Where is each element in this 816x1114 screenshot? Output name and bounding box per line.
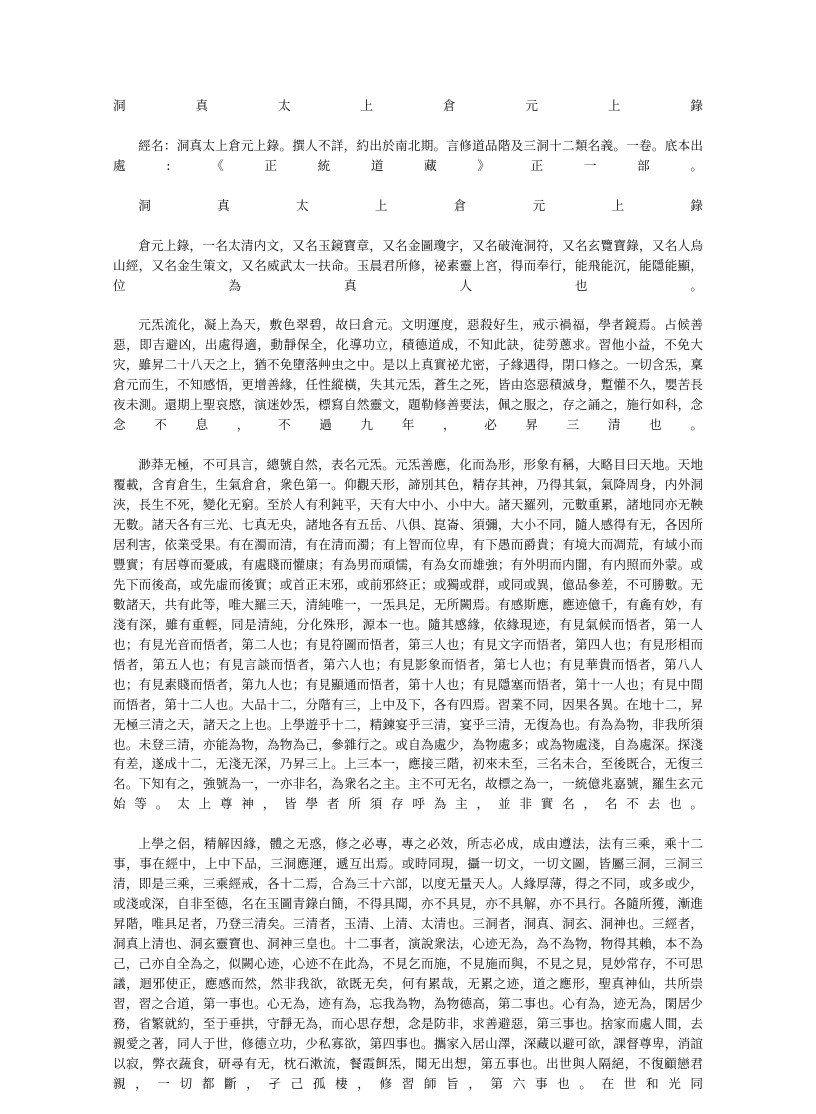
- body-paragraph-3: 渺莽无極，不可具言，總號自然，表名元炁。元炁善應，化而為形，形象有稱，大略目曰天地。天地覆載，含育倉生，生氣倉倉，衆色第一。仰觀天形，諦別其色，精存其神，乃得其氣，氣降周身，内外洞浹，長生不死，變化无窮。至於人有利鈍平，天有大中小、小中大。諸天羅列，元數重累，諸地同亦无鞅无數。諸天各有三光、七真无央，諸地各有五岳、八俱、崑崙、須彌，大小不同，隨人感得有无，各因所居利害，依業受果。有在濁而清，有在清而濁；有上智而位卑，有下愚而爵貴；有境大而凋荒，有域小而豐實；有居尊而憂戚，有處賤而懽康；有為男而頑懦，有為女而雄強；有外明而内闇，有内照而外蒙。或先下而後高，或先虛而後實；或首正末邪，或前邪終正；或獨或群，或同或異，億品參差，不可勝數。无數諸天，共有此等，唯大羅三天，清純唯一，一炁具足，无所闕焉。有感斯應，應迹億千，有麁有妙，有淺有深，雖有重輕，同是清純，分化殊形，源本一也。隨其感緣，依緣現迹，有見氣候而悟者，第一人也；有見光音而悟者，第二人也；有見符圖而悟者，第三人也；有見文字而悟者，第四人也；有見形相而悟者，第五人也；有見言談而悟者，第六人也；有見影象而悟者，第七人也；有見華貴而悟者，第八人也；有見素賤而悟者，第九人也；有見顯通而悟者，第十人也；有見隱塞而悟者，第十一人也；有見中間而悟者，第十二人也。大品十二，分階有三，上中及下，各有四焉。習業不同，因果各異。在地十二，昇无極三清之天，諸天之上也。上學遊乎十二，精鍊宴乎三清，宴乎三清，无復為也。有為為物，非我所須也。未登三清，亦能為物，為物為己，參雜行之。或自為處少，為物處多；或為物處淺，自為處深。探淺有差，遂成十二，无淺无深，乃昇三上。上三本一，應接三階，初來未至，三名未合，至後既合，无復三名。下知有之，強號為一，一亦非名，為衆名之主。主不可无名，故標之為一，一統億兆嘉號，羅生玄元始等。太上尊神，皆學者所須存呼為主，並非實名，名不去也。: [113, 457, 703, 812]
- document-heading: 洞真太上倉元上錄: [113, 98, 703, 113]
- document-subheading: 洞真太上倉元上錄: [138, 197, 703, 213]
- body-paragraph-1: 倉元上錄，一名太清内文，又名玉鏡寶章，又名金圖瓊字，又名破淹洞符，又名玄覽寶錄，又名人烏山經，又名金生策文，又名威武太一扶命。玉晨君所修，祕素靈上宮，得而奉行，能飛能沉，能隱能顯，位為真人也。: [113, 237, 703, 293]
- body-paragraph-2: 元炁流化，凝上為天，敷色翠碧，故曰倉元。文明運度，惡殺好生，戒示禍福，學者鏡焉。占候善惡，即吉避凶，出處得適，動靜保全，化導功立，積德道成，不知此訣，徒勞蔥求。習他小益，不免大灾，雖昇二十八天之上，猶不免墮落艸虫之中。是以上真實祕尤密，子緣遇得，閉口修之。一切含炁，稟倉元而生，不知感悟，更增善緣，任性縱橫，失其元炁，蒼生之死，皆由恣惡積滅身，蹔懽不久，嬰苦長夜未測。還期上聖哀愍，演迷妙炁，標寫自然靈文，題勒修善要法，佩之服之，存之誦之，施行如科，念念不息，不過九年，必昇三清也。: [113, 317, 703, 433]
- document-body: [113, 96, 703, 1114]
- body-paragraph-4: 上學之侶，精解因緣，體之无惑，修之必專，專之必效，所志必成，成由遵法，法有三乘，乘十二事，事在經中，上中下品，三洞應運，遞互出焉。或時同現，攝一切文，一切文圖，皆屬三洞，三洞三清，即是三乘，三乘經戒，各十二焉，合為三十六部，以度无量天人。人緣厚薄，得之不同，或多或少，或淺或深，自非至德，名在玉圖青錄白簡，不得具聞，亦不具見，亦不具解，亦不具行。各隨所獲，漸進昇階，唯具足者，乃登三清矣。三清者，玉清、上清、太清也。三洞者，洞真、洞玄、洞神也。三經者，洞真上清也、洞玄靈寶也、洞神三皇也。十二事者，演說衆法，心迹无為，為不為物，物得其賴，本不為己，己亦自全為之，似闕心迹，心迹不在此為，不見乞而施，不見施而與，不見之見，見妙常存，不可思議，迴邪使正，應感而然，然非我欲，欲既无矣，何有累哉，无累之迹，道之應形，聖真神仙，共所崇習，習之合道，第一事也。心无為，迹有為，忘我為物，為物德高，第二事也。心有為，迹无為，閑居少務，省繁就約，至于垂拱，守靜无為，而心思存想，念是防非，求善避惡，第三事也。捨家而處人間，去親愛之著，同人于世，修德立功，少私寡欲，第四事也。攜家入居山澤，深藏以避可欲，課督尊卑，消誼以寂，弊衣蔬食，研尋有无，枕石漱流，餐霞餌炁，聞无出想，第五事也。出世與人隔絕，不復顧戀君親，一切都斷，孑己孤棲，修習師旨，第六事也。在世和光同: [113, 836, 703, 1091]
- colophon-paragraph: 經名：洞真太上倉元上錄。撰人不詳，約出於南北期。言修道品階及三洞十二類名義。一卷。底本出處:《正統道藏》正一部。: [113, 137, 703, 173]
